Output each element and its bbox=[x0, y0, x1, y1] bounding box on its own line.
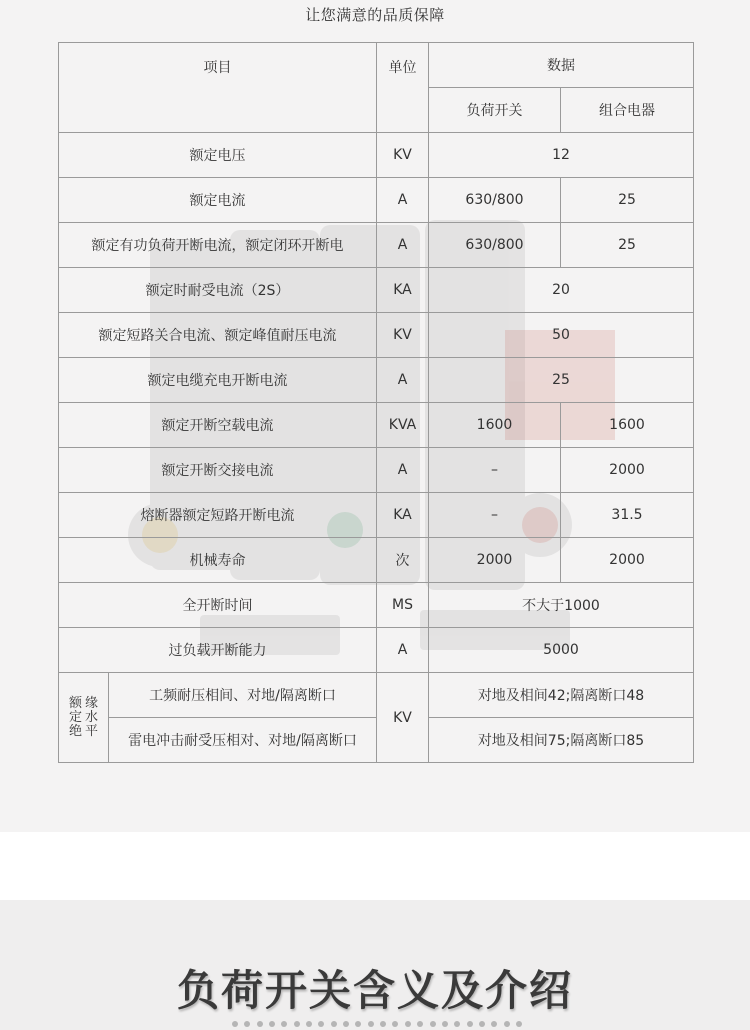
row-value-combined: 25 bbox=[561, 178, 694, 223]
insulation-level-label bbox=[59, 673, 109, 763]
row-unit: MS bbox=[377, 583, 429, 628]
table-row bbox=[59, 223, 694, 268]
row-value: 20 bbox=[429, 268, 694, 313]
header-data: 数据 bbox=[429, 43, 694, 88]
row-value-combined: 31.5 bbox=[561, 493, 694, 538]
row-unit: A bbox=[377, 358, 429, 403]
row-unit: A bbox=[377, 223, 429, 268]
dot bbox=[454, 1021, 460, 1027]
row-item: 额定短路关合电流、额定峰值耐压电流 bbox=[59, 313, 377, 358]
row-value-load-switch: 630/800 bbox=[429, 178, 561, 223]
row-item: 额定开断空载电流 bbox=[59, 403, 377, 448]
row-unit: KVA bbox=[377, 403, 429, 448]
row-unit: A bbox=[377, 628, 429, 673]
dot bbox=[368, 1021, 374, 1027]
table-row bbox=[59, 718, 694, 763]
dot bbox=[491, 1021, 497, 1027]
row-value-combined: 25 bbox=[561, 223, 694, 268]
dot bbox=[281, 1021, 287, 1027]
row-item: 熔断器额定短路开断电流 bbox=[59, 493, 377, 538]
row-item: 额定电缆充电开断电流 bbox=[59, 358, 377, 403]
row-value-combined: 2000 bbox=[561, 538, 694, 583]
table-row bbox=[59, 403, 694, 448]
row-value-load-switch: 630/800 bbox=[429, 223, 561, 268]
row-value-combined: 2000 bbox=[561, 448, 694, 493]
dot bbox=[244, 1021, 250, 1027]
row-item: 过负载开断能力 bbox=[59, 628, 377, 673]
table-row bbox=[59, 493, 694, 538]
dot bbox=[467, 1021, 473, 1027]
row-value: 50 bbox=[429, 313, 694, 358]
row-unit: A bbox=[377, 178, 429, 223]
dot bbox=[392, 1021, 398, 1027]
row-value: 对地及相间42;隔离断口48 bbox=[429, 673, 694, 718]
dot bbox=[355, 1021, 361, 1027]
dot bbox=[405, 1021, 411, 1027]
row-value: 25 bbox=[429, 358, 694, 403]
row-item: 雷电冲击耐受压相对、对地/隔离断口 bbox=[109, 718, 377, 763]
dot bbox=[306, 1021, 312, 1027]
row-unit: KA bbox=[377, 493, 429, 538]
dot bbox=[269, 1021, 275, 1027]
header-unit: 单位 bbox=[377, 43, 429, 133]
row-value-load-switch: 1600 bbox=[429, 403, 561, 448]
section-divider bbox=[0, 832, 750, 900]
table-row bbox=[59, 583, 694, 628]
row-value-combined: 1600 bbox=[561, 403, 694, 448]
row-item: 全开断时间 bbox=[59, 583, 377, 628]
table-row bbox=[59, 673, 694, 718]
tagline: 让您满意的品质保障 bbox=[305, 6, 445, 24]
decorative-dots bbox=[232, 1021, 522, 1029]
table-row bbox=[59, 268, 694, 313]
row-value-load-switch: – bbox=[429, 493, 561, 538]
header-item: 项目 bbox=[59, 43, 377, 133]
row-unit: A bbox=[377, 448, 429, 493]
row-value: 5000 bbox=[429, 628, 694, 673]
label-char: 额 bbox=[68, 695, 82, 711]
header-combined-appliance: 组合电器 bbox=[561, 88, 694, 133]
row-unit: KV bbox=[377, 133, 429, 178]
table-row bbox=[59, 538, 694, 583]
row-item: 工频耐压相间、对地/隔离断口 bbox=[109, 673, 377, 718]
row-unit: KV bbox=[377, 673, 429, 763]
dot bbox=[257, 1021, 263, 1027]
row-unit: 次 bbox=[377, 538, 429, 583]
row-item: 额定有功负荷开断电流，额定闭环开断电 bbox=[59, 223, 377, 268]
dot bbox=[380, 1021, 386, 1027]
table-row bbox=[59, 358, 694, 403]
label-char: 水 bbox=[85, 709, 99, 725]
dot bbox=[430, 1021, 436, 1027]
row-value: 12 bbox=[429, 133, 694, 178]
dot bbox=[232, 1021, 238, 1027]
table-row bbox=[59, 448, 694, 493]
spec-table bbox=[58, 42, 694, 763]
dot bbox=[294, 1021, 300, 1027]
section-title: 负荷开关含义及介绍 bbox=[176, 966, 573, 1015]
row-item: 额定电流 bbox=[59, 178, 377, 223]
table-row bbox=[59, 178, 694, 223]
row-unit: KV bbox=[377, 313, 429, 358]
dot bbox=[318, 1021, 324, 1027]
row-item: 额定电压 bbox=[59, 133, 377, 178]
label-char: 绝 bbox=[68, 723, 82, 739]
dot bbox=[479, 1021, 485, 1027]
row-value-load-switch: – bbox=[429, 448, 561, 493]
row-unit: KA bbox=[377, 268, 429, 313]
dot bbox=[442, 1021, 448, 1027]
label-char: 定 bbox=[68, 709, 82, 725]
dot bbox=[516, 1021, 522, 1027]
row-value-load-switch: 2000 bbox=[429, 538, 561, 583]
row-item: 机械寿命 bbox=[59, 538, 377, 583]
table-row bbox=[59, 313, 694, 358]
label-char: 平 bbox=[85, 723, 99, 739]
dot bbox=[417, 1021, 423, 1027]
table-row bbox=[59, 628, 694, 673]
dot bbox=[343, 1021, 349, 1027]
row-item: 额定开断交接电流 bbox=[59, 448, 377, 493]
row-value: 对地及相间75;隔离断口85 bbox=[429, 718, 694, 763]
row-value: 不大于1000 bbox=[429, 583, 694, 628]
header-load-switch: 负荷开关 bbox=[429, 88, 561, 133]
dot bbox=[504, 1021, 510, 1027]
row-item: 额定时耐受电流（2S） bbox=[59, 268, 377, 313]
table-row bbox=[59, 133, 694, 178]
dot bbox=[331, 1021, 337, 1027]
label-char: 缘 bbox=[85, 695, 99, 711]
